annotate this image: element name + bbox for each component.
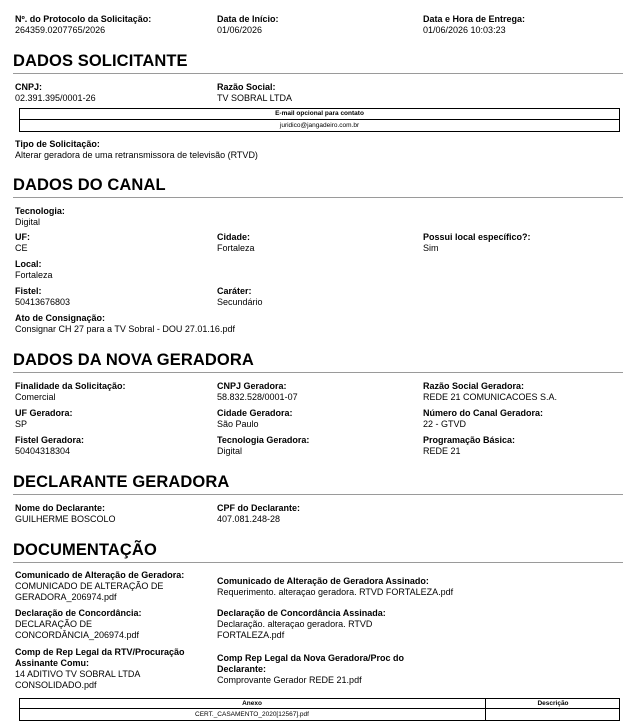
fistel-geradora-label: Fistel Geradora:: [15, 435, 85, 445]
concordancia-label: Declaração de Concordância:: [15, 608, 142, 618]
nome-declarante-label: Nome do Declarante:: [15, 503, 106, 513]
section-title-geradora: DADOS DA NOVA GERADORA: [13, 351, 254, 369]
finalidade-label: Finalidade da Solicitação:: [15, 381, 126, 391]
email-box-divider: [19, 119, 620, 120]
tecnologia-value: Digital: [15, 217, 41, 227]
rep-legal-geradora-value: Comprovante Gerador REDE 21.pdf: [217, 675, 362, 685]
cnpj-value: 02.391.395/0001-26: [15, 93, 96, 103]
inicio-value: 01/06/2026: [217, 25, 263, 35]
uf-value: CE: [15, 243, 28, 253]
finalidade-value: Comercial: [15, 392, 56, 402]
comunicado-assinado-value: Requerimento. alteraçao geradora. RTVD FORTALEZA.pdf: [217, 587, 454, 597]
rep-legal-geradora-label: Comp Rep Legal da Nova Geradora/Proc do Declarante:: [217, 653, 405, 674]
uf-geradora-label: UF Geradora:: [15, 408, 73, 418]
programacao-label: Programação Básica:: [423, 435, 516, 445]
protocolo-label: Nº. do Protocolo da Solicitação:: [15, 14, 152, 24]
carater-value: Secundário: [217, 297, 263, 307]
section-title-declarante: DECLARANTE GERADORA: [13, 473, 230, 491]
entrega-label: Data e Hora de Entrega:: [423, 14, 526, 24]
descricao-column-header: Descrição: [537, 700, 569, 707]
section-divider: [13, 372, 623, 373]
programacao-value: REDE 21: [423, 446, 461, 456]
email-header: E-mail opcional para contato: [275, 110, 364, 117]
anexo-table-divider: [19, 708, 620, 709]
cnpj-geradora-label: CNPJ Geradora:: [217, 381, 287, 391]
anexo-file-link[interactable]: CERT._CASAMENTO_2020[12567].pdf: [195, 711, 309, 718]
comunicado-alteracao-label: Comunicado de Alteração de Geradora:: [15, 570, 185, 580]
local-label: Local:: [15, 259, 42, 269]
section-divider: [13, 197, 623, 198]
razao-geradora-label: Razão Social Geradora:: [423, 381, 525, 391]
carater-label: Caráter:: [217, 286, 252, 296]
canal-geradora-label: Número do Canal Geradora:: [423, 408, 544, 418]
ato-consignacao-value: Consignar CH 27 para a TV Sobral - DOU 27.01.16.pdf: [15, 324, 235, 334]
cnpj-geradora-value: 58.832.528/0001-07: [217, 392, 298, 402]
section-title-canal: DADOS DO CANAL: [13, 176, 166, 194]
uf-geradora-value: SP: [15, 419, 28, 429]
tipo-solicitacao-value: Alterar geradora de uma retransmissora de televisão (RTVD): [15, 150, 258, 160]
concordancia-value: DECLARAÇÃO DE CONCORDÂNCIA_206974.pdf: [15, 619, 140, 640]
rep-legal-rtv-label: Comp de Rep Legal da RTV/Procuração Assinante Comu:: [15, 647, 185, 668]
section-divider: [13, 562, 623, 563]
canal-geradora-value: 22 - GTVD: [423, 419, 467, 429]
fistel-label: Fistel:: [15, 286, 42, 296]
ato-consignacao-label: Ato de Consignação:: [15, 313, 106, 323]
comunicado-assinado-label: Comunicado de Alteração de Geradora Assinado:: [217, 576, 429, 586]
cnpj-label: CNPJ:: [15, 82, 43, 92]
razao-geradora-value: REDE 21 COMUNICACOES S.A.: [423, 392, 558, 402]
email-value: juridico@jangadeiro.com.br: [279, 122, 360, 129]
anexo-column-header: Anexo: [242, 700, 262, 707]
tecnologia-label: Tecnologia:: [15, 206, 65, 216]
tipo-solicitacao-label: Tipo de Solicitação:: [15, 139, 100, 149]
local-value: Fortaleza: [15, 270, 53, 280]
section-divider: [13, 73, 623, 74]
section-title-documentacao: DOCUMENTAÇÃO: [13, 541, 157, 559]
nome-declarante-value: GUILHERME BOSCOLO: [15, 514, 116, 524]
inicio-label: Data de Início:: [217, 14, 279, 24]
cpf-declarante-label: CPF do Declarante:: [217, 503, 301, 513]
local-especifico-value: Sim: [423, 243, 439, 253]
section-divider: [13, 494, 623, 495]
cpf-declarante-value: 407.081.248-28: [217, 514, 281, 524]
rep-legal-rtv-value: 14 ADITIVO TV SOBRAL LTDA CONSOLIDADO.pdf: [15, 669, 140, 690]
razao-social-value: TV SOBRAL LTDA: [217, 93, 293, 103]
tecnologia-geradora-label: Tecnologia Geradora:: [217, 435, 310, 445]
local-especifico-label: Possui local específico?:: [423, 232, 531, 242]
razao-social-label: Razão Social:: [217, 82, 276, 92]
protocolo-value: 264359.0207765/2026: [15, 25, 106, 35]
uf-label: UF:: [15, 232, 30, 242]
fistel-geradora-value: 50404318304: [15, 446, 71, 456]
concordancia-assinada-value: Declaração. alteraçao geradora. RTVD FORTALEZA.pdf: [217, 619, 373, 640]
entrega-value: 01/06/2026 10:03:23: [423, 25, 506, 35]
cidade-geradora-label: Cidade Geradora:: [217, 408, 293, 418]
cidade-value: Fortaleza: [217, 243, 255, 253]
cidade-label: Cidade:: [217, 232, 251, 242]
cidade-geradora-value: São Paulo: [217, 419, 259, 429]
tecnologia-geradora-value: Digital: [217, 446, 243, 456]
comunicado-alteracao-value: COMUNICADO DE ALTERAÇÃO DE GERADORA_206974.pdf: [15, 581, 164, 602]
fistel-value: 50413676803: [15, 297, 71, 307]
section-title-solicitante: DADOS SOLICITANTE: [13, 52, 188, 70]
concordancia-assinada-label: Declaração de Concordância Assinada:: [217, 608, 386, 618]
